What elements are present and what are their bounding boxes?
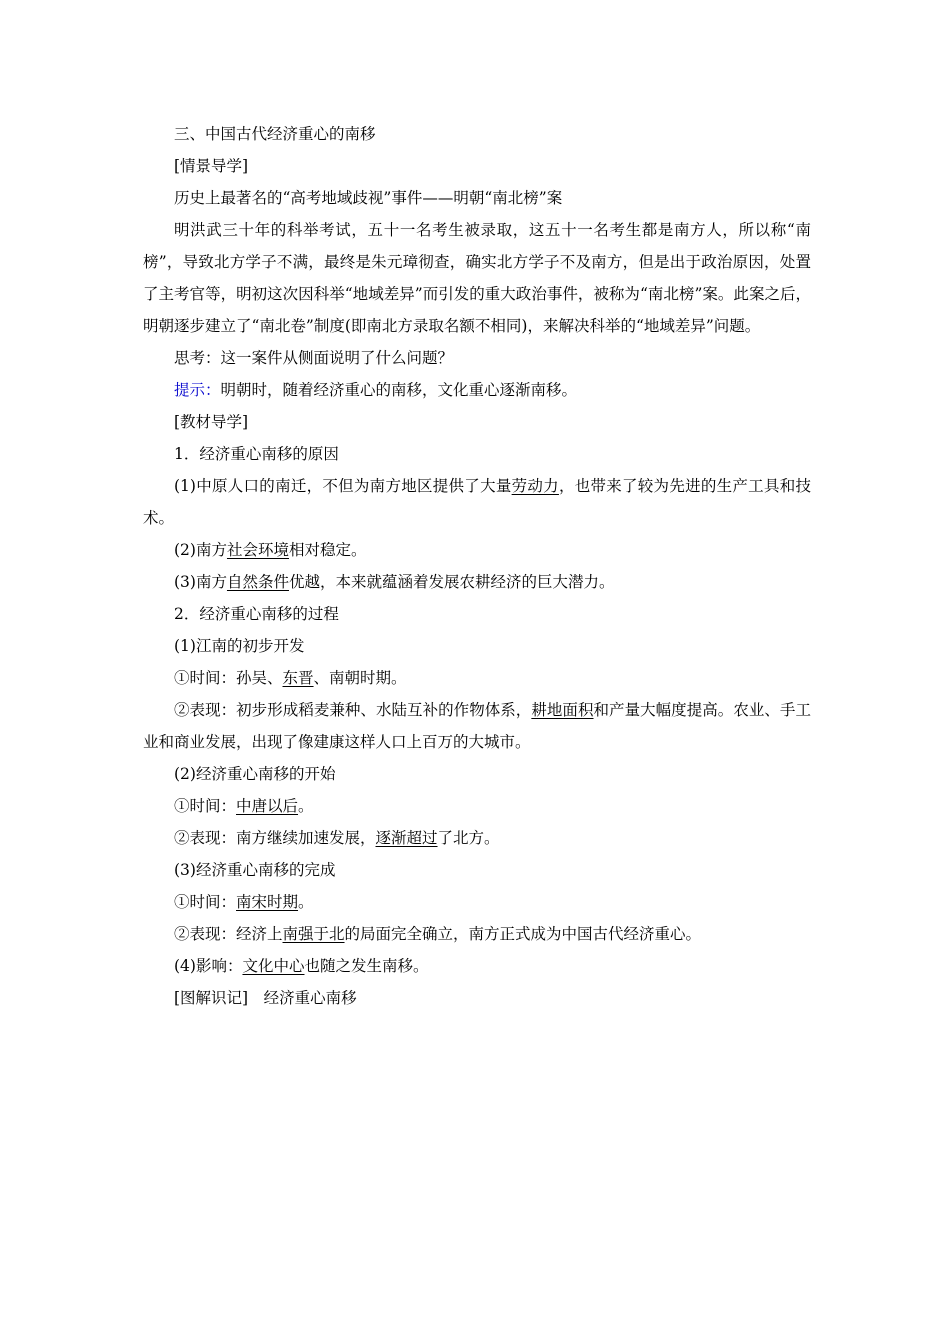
reason-item-1 (143, 470, 811, 534)
key-term: 逐渐超过 (375, 829, 438, 847)
textbook-label: [教材导学] (174, 413, 249, 431)
scenario-body: 明洪武三十年的科举考试，五十一名考生被录取，这五十一名考生都是南方人，所以称“南榜”，导致北方学子不满，最终是朱元璋彻查，确实北方学子不及南方，但是出于政治原因，处置了主考官等，明初这次因科举“地域差异”而引发的重大政治事件，被称为“南北榜”案。此案之后，明朝逐步建立了“南北卷”制度(即南北方录取名额不相同)，来解决科举的“地域差异”问题。 (143, 221, 811, 335)
process-title: 2．经济重心南移的过程 (174, 605, 339, 623)
text-run: 。 (298, 893, 314, 911)
document-content (143, 118, 811, 1014)
diagram-label: [图解识记] 经济重心南移 (174, 989, 357, 1007)
process-phase-1-performance (143, 694, 811, 758)
key-term: 中唐以后 (236, 797, 299, 815)
text-run: (4)影响： (174, 957, 243, 975)
text-run: (2)南方 (174, 541, 227, 559)
reason-item-3 (143, 566, 811, 598)
key-term: 耕地面积 (531, 701, 594, 719)
text-run: ①时间：孙吴、 (174, 669, 283, 687)
text-run: (1)中原人口的南迁，不但为南方地区提供了大量 (174, 477, 512, 495)
text-run: 。 (298, 797, 314, 815)
key-term: 自然条件 (226, 573, 289, 591)
hint-text: 明朝时，随着经济重心的南移，文化重心逐渐南移。 (220, 381, 578, 399)
process-phase-2-title: (2)经济重心南移的开始 (174, 765, 336, 783)
text-run: 的局面完全确立，南方正式成为中国古代经济重心。 (344, 925, 702, 943)
text-run: ，也带来了较为先进的生产工具和技术。 (143, 477, 811, 527)
process-phase-2-performance (143, 822, 811, 854)
text-run: 了北方。 (437, 829, 500, 847)
text-run: ①时间： (174, 893, 237, 911)
key-term: 社会环境 (226, 541, 289, 559)
scenario-label: [情景导学] (174, 157, 249, 175)
process-phase-3-title: (3)经济重心南移的完成 (174, 861, 336, 879)
process-phase-2-time (143, 790, 811, 822)
hint-label: 提示： (174, 381, 221, 399)
scenario-question: 思考：这一案件从侧面说明了什么问题？ (174, 349, 454, 367)
key-term: 东晋 (282, 669, 314, 687)
text-run: (3)南方 (174, 573, 227, 591)
text-run: 、南朝时期。 (313, 669, 407, 687)
reason-item-2 (143, 534, 811, 566)
process-phase-3-time (143, 886, 811, 918)
scenario-headline: 历史上最著名的“高考地域歧视”事件——明朝“南北榜”案 (174, 189, 563, 207)
text-run: ②表现：初步形成稻麦兼种、水陆互补的作物体系， (174, 701, 532, 719)
text-run: ①时间： (174, 797, 237, 815)
text-run: 也随之发生南移。 (304, 957, 429, 975)
text-run: ②表现：经济上 (174, 925, 283, 943)
text-run: ②表现：南方继续加速发展， (174, 829, 376, 847)
key-term: 劳动力 (511, 477, 559, 495)
scenario-hint (143, 374, 811, 406)
process-phase-3-performance (143, 918, 811, 950)
key-term: 文化中心 (242, 957, 305, 975)
process-phase-1-time (143, 662, 811, 694)
text-run: 优越，本来就蕴涵着发展农耕经济的巨大潜力。 (288, 573, 615, 591)
reasons-title: 1．经济重心南移的原因 (174, 445, 339, 463)
key-term: 南宋时期 (236, 893, 299, 911)
process-impact (143, 950, 811, 982)
text-run: 和产量大幅度提高。农业、手工业和商业发展，出现了像建康这样人口上百万的大城市。 (143, 701, 811, 751)
process-phase-1-title: (1)江南的初步开发 (174, 637, 305, 655)
key-term: 南强于北 (282, 925, 345, 943)
text-run: 相对稳定。 (288, 541, 367, 559)
section-title: 三、中国古代经济重心的南移 (174, 125, 376, 143)
